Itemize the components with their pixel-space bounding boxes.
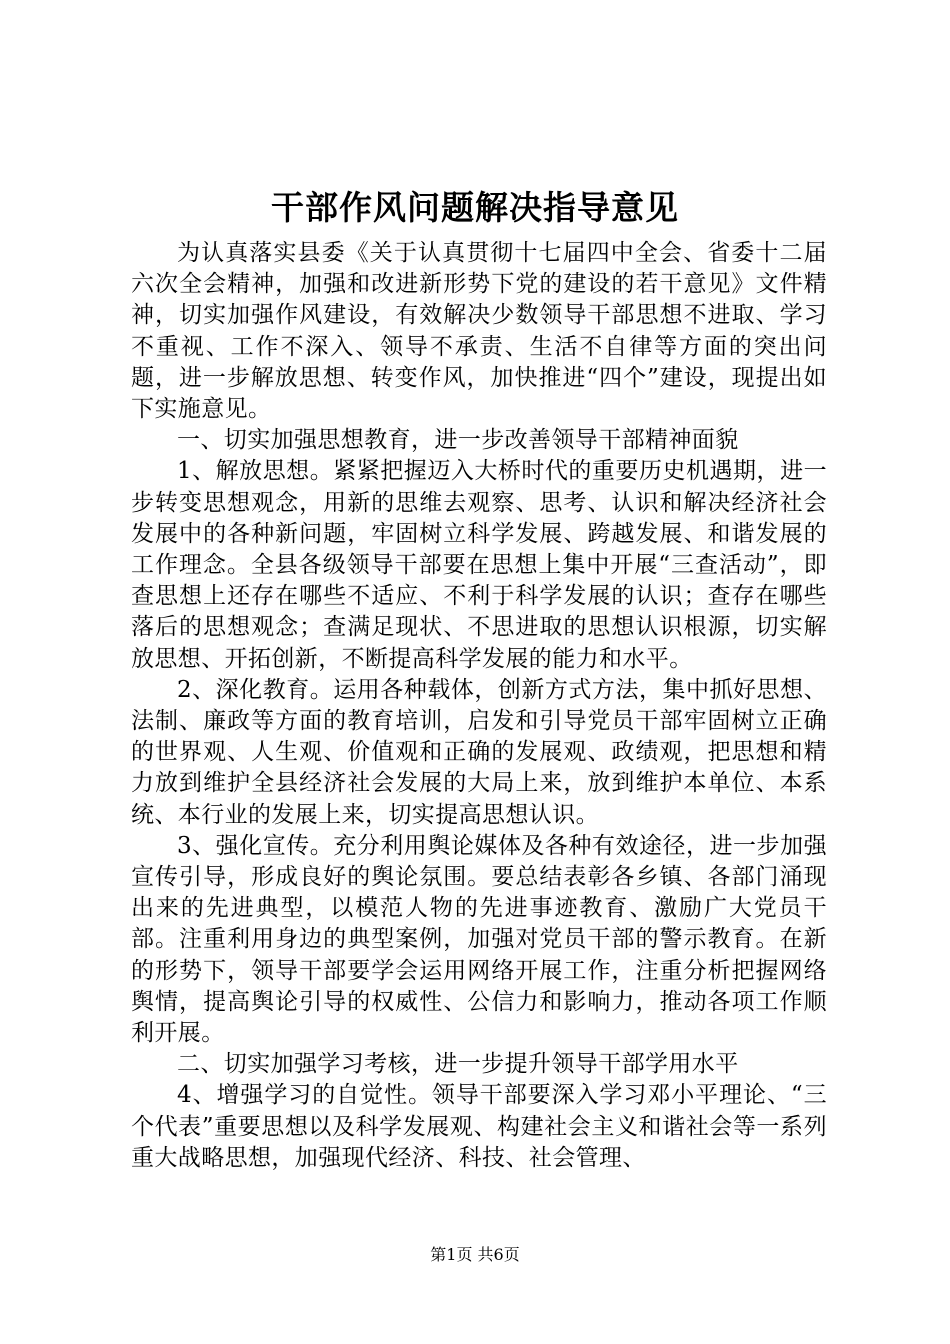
document-title: 干部作风问题解决指导意见 [271,188,679,227]
paragraph-item-1: 1、解放思想。紧紧把握迈入大桥时代的重要历史机遇期，进一步转变思想观念，用新的思维去观察、思考、认识和解决经济社会发展中的各种新问题，牢固树立科学发展、跨越发展、和谐发展的工作理念。全县各级领导干部要在思想上集中开展“三查活动”，即查思想上还存在哪些不适应、不利于科学发展的认识；查存在哪些落后的思想观念；查满足现状、不思进取的思想认识根源，切实解放思想、开拓创新，不断提高科学发展的能力和水平。 [131,458,827,672]
paragraph-item-4: 4、增强学习的自觉性。领导干部要深入学习邓小平理论、“三个代表”重要思想以及科学发展观、构建社会主义和谐社会等一系列重大战略思想，加强现代经济、科技、社会管理、 [131,1082,827,1171]
document-body [131,238,827,1174]
paragraph-item-2: 2、深化教育。运用各种载体，创新方式方法，集中抓好思想、法制、廉政等方面的教育培训，启发和引导党员干部牢固树立正确的世界观、人生观、价值观和正确的发展观、政绩观，把思想和精力放到维护全县经济社会发展的大局上来，放到维护本单位、本系统、本行业的发展上来，切实提高思想认识。 [131,676,827,828]
paragraph-intro: 为认真落实县委《关于认真贯彻十七届四中全会、省委十二届六次全会精神，加强和改进新形势下党的建设的若干意见》文件精神，切实加强作风建设，有效解决少数领导干部思想不进取、学习不重视、工作不深入、领导不承责、生活不自律等方面的突出问题，进一步解放思想、转变作风，加快推进“四个”建设，现提出如下实施意见。 [131,240,827,423]
section-heading-1: 一、切实加强思想教育，进一步改善领导干部精神面貌 [177,427,739,454]
section-heading-2: 二、切实加强学习考核，进一步提升领导干部学用水平 [177,1051,739,1078]
page-number-footer: 第1页 共6页 [430,1245,520,1264]
paragraph-item-3: 3、强化宣传。充分利用舆论媒体及各种有效途径，进一步加强宣传引导，形成良好的舆论氛围。要总结表彰各乡镇、各部门涌现出来的先进典型，以模范人物的先进事迹教育、激励广大党员干部。注重利用身边的典型案例，加强对党员干部的警示教育。在新的形势下，领导干部要学会运用网络开展工作，注重分析把握网络舆情，提高舆论引导的权威性、公信力和影响力，推动各项工作顺利开展。 [131,832,827,1047]
